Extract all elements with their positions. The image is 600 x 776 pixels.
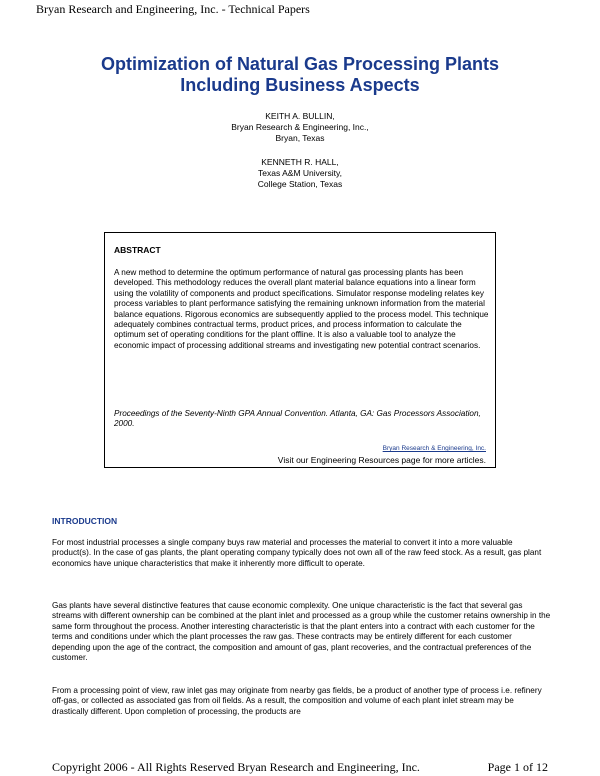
page-header: Bryan Research and Engineering, Inc. - Technical Papers: [36, 2, 310, 16]
author-block: [0, 157, 600, 190]
author-block: [0, 111, 600, 144]
title-line-1: Optimization of Natural Gas Processing Plants: [100, 54, 500, 74]
abstract-box: [104, 232, 496, 468]
proceedings-citation: Proceedings of the Seventy-Ninth GPA Annual Convention. Atlanta, GA: Gas Processors Association, 2000.: [114, 409, 481, 429]
author-location: College Station, Texas: [257, 179, 343, 189]
paper-title: [0, 54, 600, 96]
footer-copyright: Copyright 2006 - All Rights Reserved Bryan Research and Engineering, Inc.: [52, 760, 420, 774]
page-number: Page 1 of 12: [487, 760, 548, 774]
author-affiliation: Texas A&M University,: [258, 168, 342, 178]
title-line-2: Including Business Aspects: [180, 75, 420, 95]
author-name: KENNETH R. HALL,: [261, 157, 339, 167]
author-affiliation: Bryan Research & Engineering, Inc.,: [231, 122, 369, 132]
paragraph: Gas plants have several distinctive features that cause economic complexity. One unique characteristic is the fact that several gas streams with different ownership can be combined at the plant inlet and processed as a group while the customer retains ownership in the same form throughout the process. Another interesting characteristic is that the plant enters into a contract with each customer for the terms and conditions under which the plant processes the raw gas. These contracts may be entirely different for each customer depending upon the age of the contract, the composition and amount of gas, plant recoveries, and the contractual preferences of the customer.: [52, 601, 551, 663]
author-location: Bryan, Texas: [275, 133, 325, 143]
abstract-heading: ABSTRACT: [114, 245, 161, 255]
introduction-heading: INTRODUCTION: [52, 516, 118, 526]
paragraph: From a processing point of view, raw inlet gas may originate from nearby gas fields, be a product of another type of process i.e. refinery off-gas, or collected as associated gas from oil fields. As a result, the composition and volume of each plant inlet stream may be drastically different. Upon completion of processing, the products are: [52, 686, 542, 716]
visit-resources-text: Visit our Engineering Resources page for more articles.: [277, 455, 486, 465]
abstract-body: A new method to determine the optimum performance of natural gas processing plants has been developed. This methodology reduces the overall plant material balance equations into a linear form using the volatility of components and product specifications. Simulator response modeling relates key process variables to plant performance satisfying the remaining unknown information from the material balance equations. Rigorous economics are subsequently applied to the process model. This technique adequately combines contractual terms, product prices, and process information to calculate the optimum set of operating conditions for the plant offline. It is also a valuable tool to analyze the economic impact of processing additional streams and investigating new potential contract scenarios.: [114, 268, 489, 350]
paragraph: For most industrial processes a single company buys raw material and processes the material to convert it into a more valuable product(s). In the case of gas plants, the plant operating company typically does not own all of the raw feed stock. As a result, gas plant economics have unique characteristics that make it inherently more difficult to operate.: [52, 538, 542, 568]
author-name: KEITH A. BULLIN,: [265, 111, 335, 121]
bryan-research-link[interactable]: Bryan Research & Engineering, Inc.: [382, 445, 486, 452]
